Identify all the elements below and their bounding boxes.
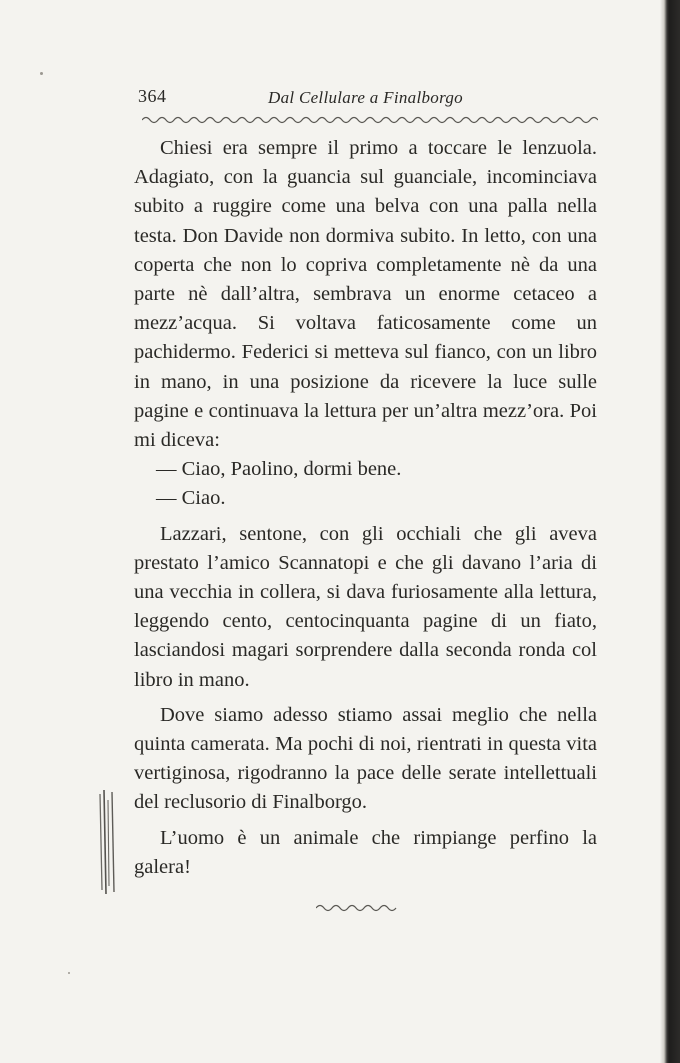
running-title: Dal Cellulare a Finalborgo	[268, 88, 463, 107]
end-ornament	[316, 902, 398, 914]
dialogue-line-ciao-paolino: — Ciao, Paolino, dormi bene.	[156, 458, 402, 481]
margin-pencil-marks	[94, 790, 120, 896]
paragraph-uomo: L’uomo è un animale che rimpiange perfino la galera!	[134, 826, 597, 878]
body-text	[134, 134, 597, 882]
paper-speck	[68, 972, 70, 974]
page-header	[138, 86, 598, 112]
scanned-page-edge	[660, 0, 680, 1063]
paragraph-chiesi: Chiesi era sempre il primo a toccare le lenzuola. Adagiato, con la guancia sul guanciale, incominciava subito a ruggire come una belva con una palla nella testa. Don Davide non dormiva subito. In letto, con una coperta che non lo copriva completamente nè da una parte nè dall’altra, sembrava un enorme cetaceo a mezz’acqua. Si voltava faticosamente come un pachidermo. Federici si metteva sul fianco, con un libro in mano, in una posizione da ricevere la luce sulle pagine e continuava la lettura per un’altra mezz’ora. Poi mi diceva:	[134, 137, 597, 452]
paper-speck	[40, 72, 43, 75]
page-number: 364	[138, 86, 167, 106]
paragraph-dove-siamo: Dove siamo adesso stiamo assai meglio che nella quinta camerata. Ma pochi di noi, rientrati in questa vita vertiginosa, rigodranno la pace delle serate intellettuali del reclusorio di Finalborgo.	[134, 703, 597, 814]
dialogue-line-ciao: — Ciao.	[156, 487, 226, 510]
paragraph-lazzari: Lazzari, sentone, con gli occhiali che gli aveva prestato l’amico Scannatopi e che gli davano l’aria di una vecchia in collera, si dava furiosamente alla lettura, leggendo cento, centocinquanta pagine di un fiato, lasciandosi magari sorprendere dalla seconda ronda col libro in mano.	[134, 522, 597, 691]
header-wavy-rule	[142, 114, 598, 126]
